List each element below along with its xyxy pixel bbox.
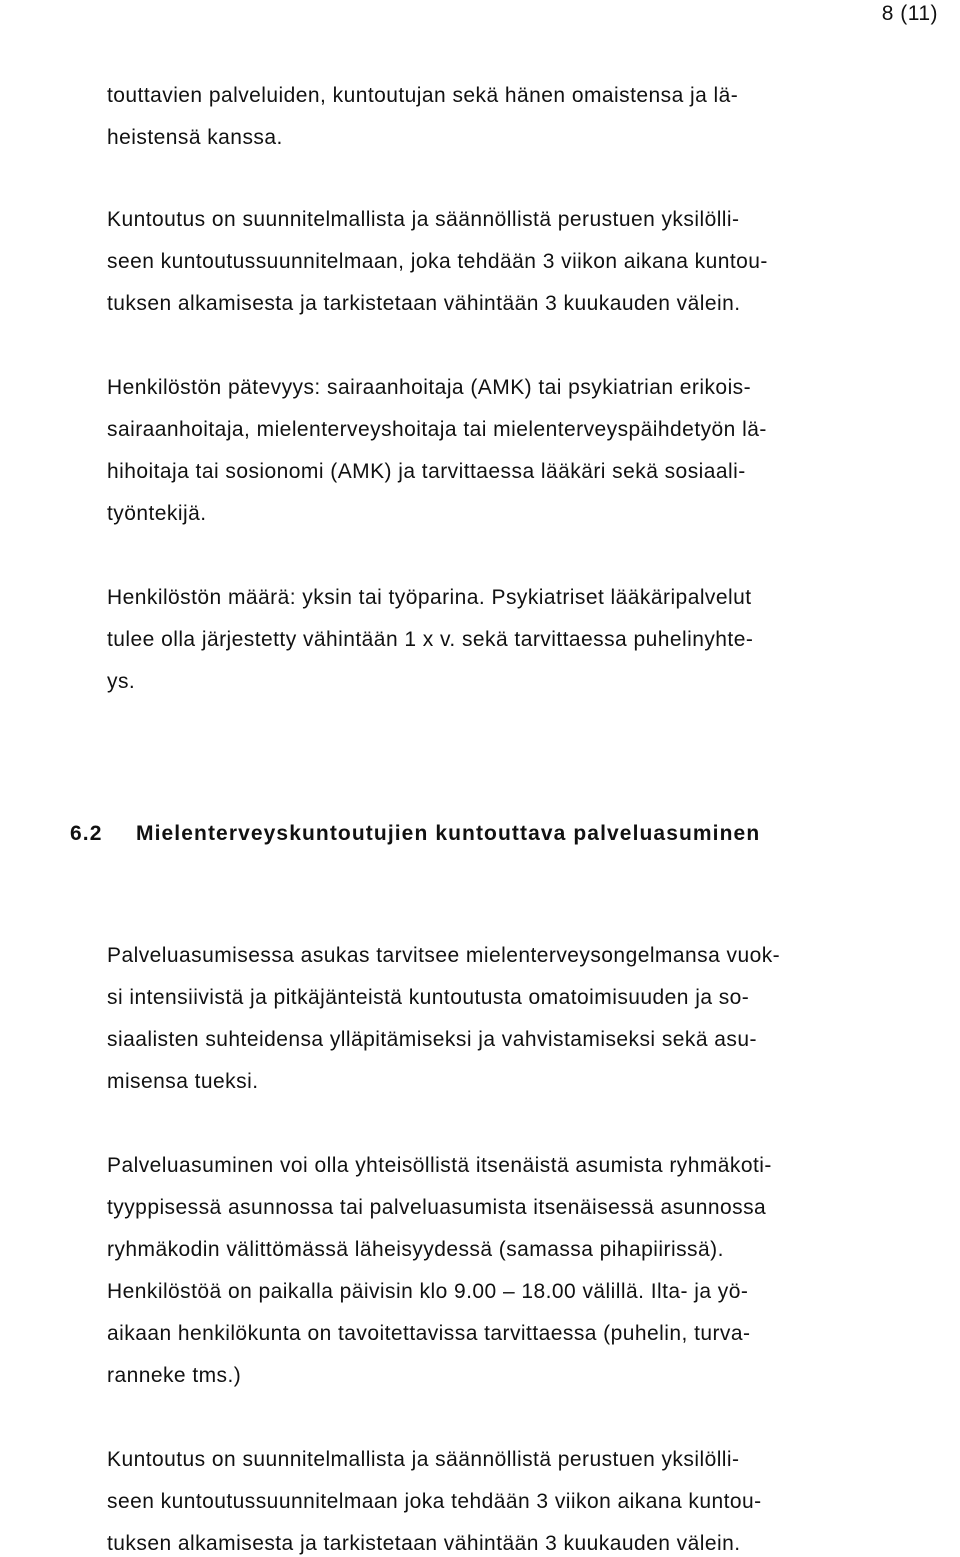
text-line: ys. xyxy=(107,670,136,693)
section-title: Mielenterveyskuntoutujien kuntouttava palveluasuminen xyxy=(136,822,761,845)
text-line: si intensiivistä ja pitkäjänteistä kuntoutusta omatoimisuuden ja so- xyxy=(107,986,750,1009)
page-number: 8 (11) xyxy=(881,2,938,25)
text-line: touttavien palveluiden, kuntoutujan sekä hänen omaistensa ja lä- xyxy=(107,84,739,107)
section-number: 6.2 xyxy=(70,822,103,845)
text-line: Kuntoutus on suunnitelmallista ja säännöllistä perustuen yksilölli- xyxy=(107,1448,740,1471)
text-line: sairaanhoitaja, mielenterveyshoitaja tai mielenterveyspäihdetyön lä- xyxy=(107,418,767,441)
text-line: seen kuntoutussuunnitelmaan, joka tehdään 3 viikon aikana kuntou- xyxy=(107,250,768,273)
text-line: Henkilöstön pätevyys: sairaanhoitaja (AMK) tai psykiatrian erikois- xyxy=(107,376,752,399)
text-line: tuksen alkamisesta ja tarkistetaan vähintään 3 kuukauden välein. xyxy=(107,292,741,315)
text-line: ryhmäkodin välittömässä läheisyydessä (samassa pihapiirissä). xyxy=(107,1238,724,1261)
text-line: ranneke tms.) xyxy=(107,1364,242,1387)
text-line: tuksen alkamisesta ja tarkistetaan vähintään 3 kuukauden välein. xyxy=(107,1532,741,1555)
text-line: työntekijä. xyxy=(107,502,207,525)
text-line: seen kuntoutussuunnitelmaan joka tehdään 3 viikon aikana kuntou- xyxy=(107,1490,762,1513)
text-line: Palveluasuminen voi olla yhteisöllistä itsenäistä asumista ryhmäkoti- xyxy=(107,1154,772,1177)
text-line: aikaan henkilökunta on tavoitettavissa tarvittaessa (puhelin, turva- xyxy=(107,1322,751,1345)
text-line: siaalisten suhteidensa ylläpitämiseksi ja vahvistamiseksi sekä asu- xyxy=(107,1028,757,1051)
section-heading xyxy=(70,822,760,846)
text-line: Kuntoutus on suunnitelmallista ja säännöllistä perustuen yksilölli- xyxy=(107,208,740,231)
text-line: misensa tueksi. xyxy=(107,1070,259,1093)
text-line: hihoitaja tai sosionomi (AMK) ja tarvittaessa lääkäri sekä sosiaali- xyxy=(107,460,746,483)
text-line: tyyppisessä asunnossa tai palveluasumista itsenäisessä asunnossa xyxy=(107,1196,767,1219)
text-line: Palveluasumisessa asukas tarvitsee mielenterveysongelmansa vuok- xyxy=(107,944,781,967)
text-line: tulee olla järjestetty vähintään 1 x v. sekä tarvittaessa puhelinyhte- xyxy=(107,628,754,651)
text-line: Henkilöstön määrä: yksin tai työparina. Psykiatriset lääkäripalvelut xyxy=(107,586,752,609)
text-line: heistensä kanssa. xyxy=(107,126,283,149)
text-line: Henkilöstöä on paikalla päivisin klo 9.00 – 18.00 välillä. Ilta- ja yö- xyxy=(107,1280,749,1303)
